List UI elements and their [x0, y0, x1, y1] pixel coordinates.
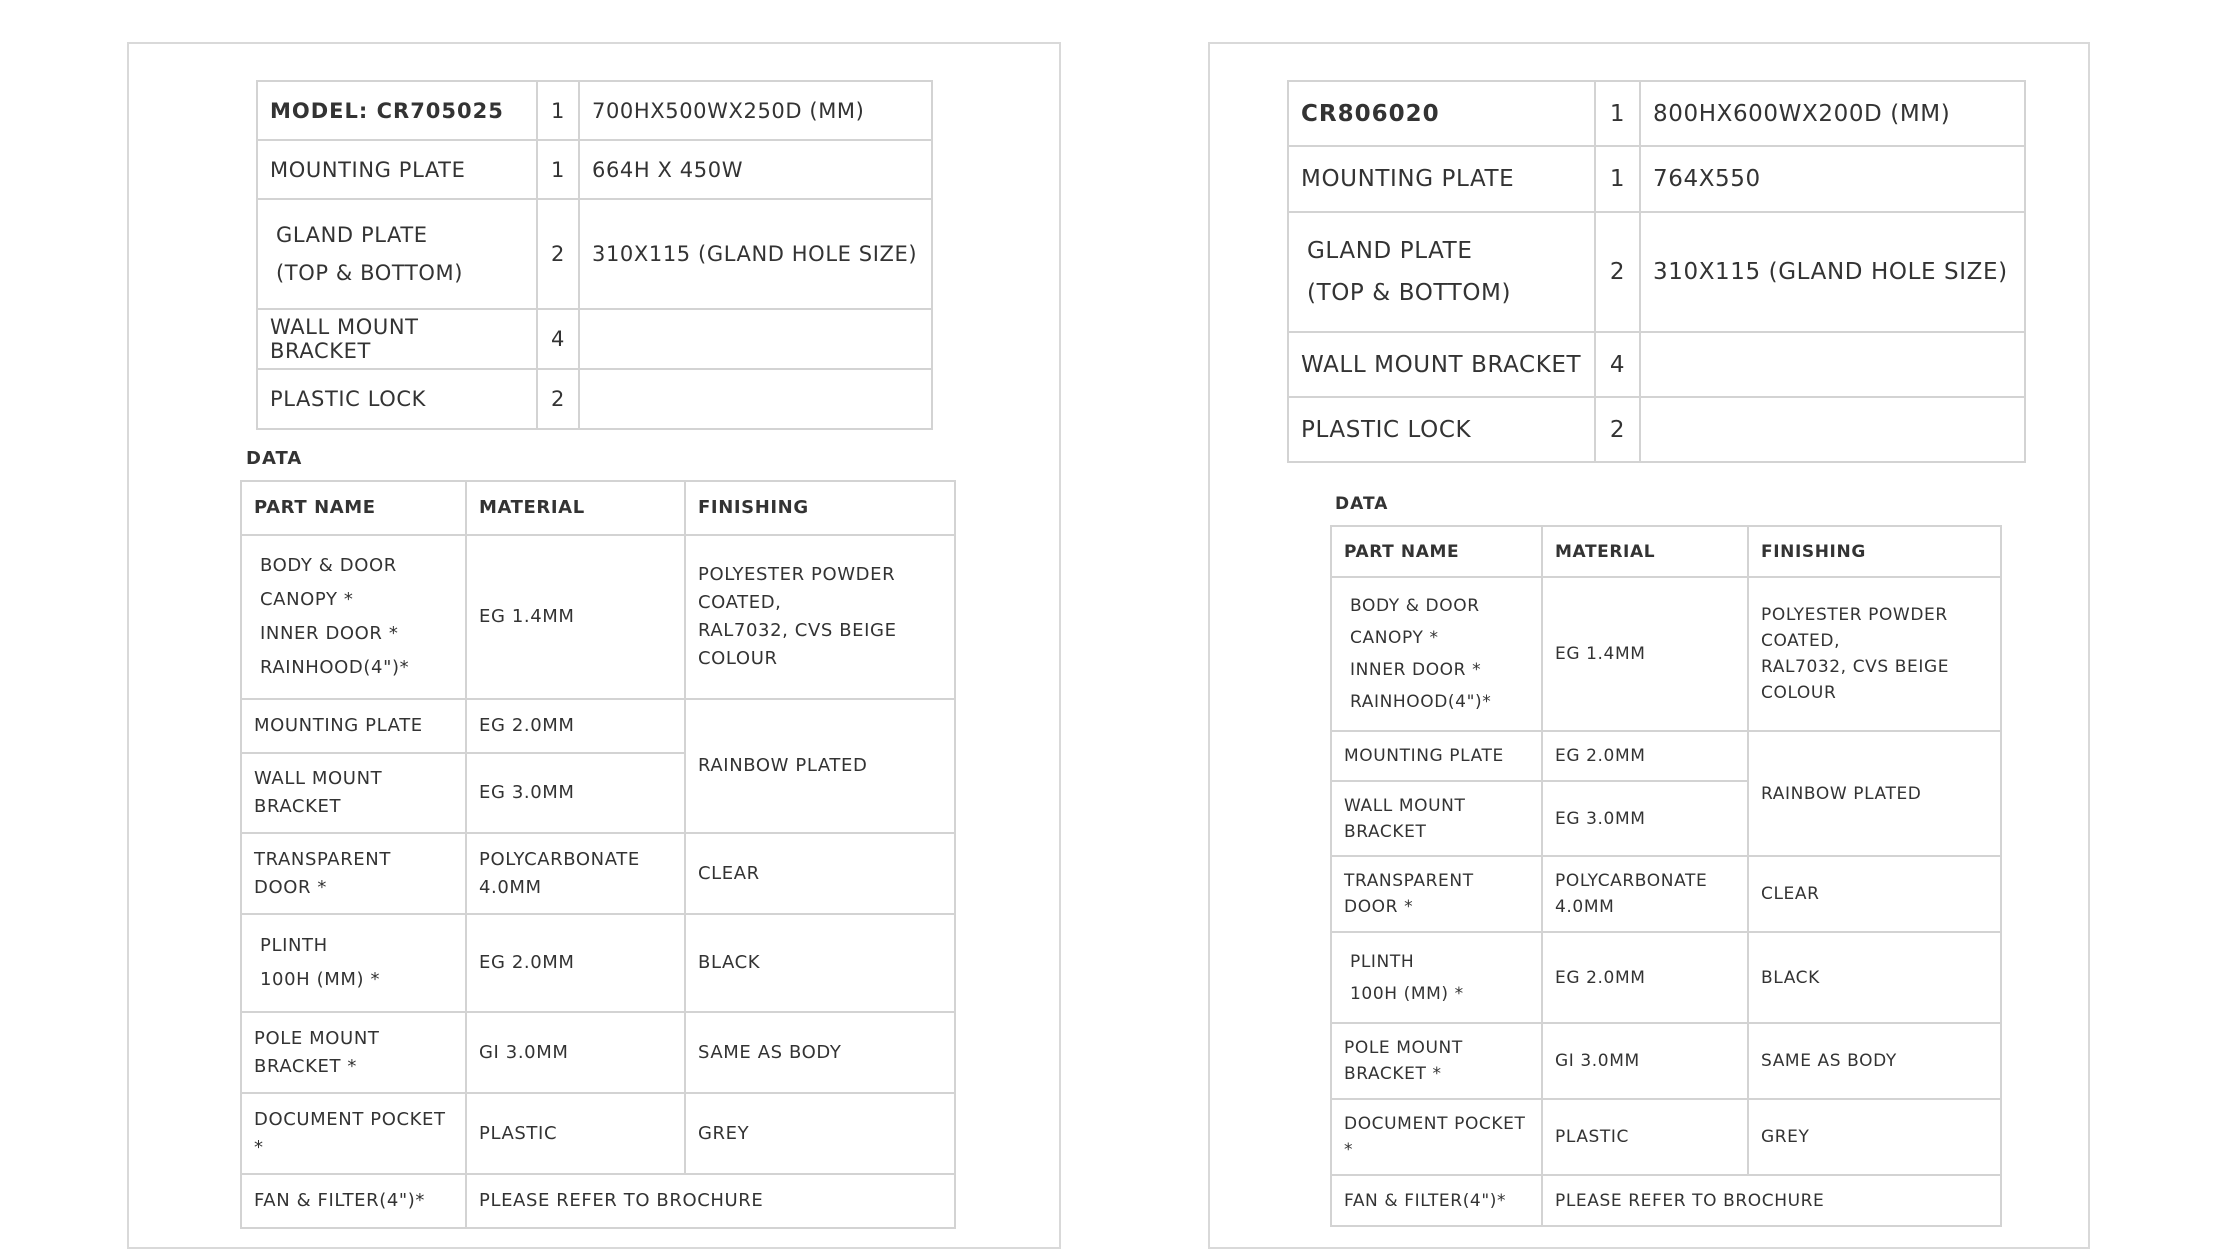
- spec-row: [1288, 146, 2025, 212]
- qty: 4: [1595, 332, 1640, 397]
- header-finishing: FINISHING: [1748, 526, 2001, 577]
- item-name: PLASTIC LOCK: [257, 369, 537, 429]
- model-name: CR806020: [1288, 81, 1595, 146]
- spec-row: [1288, 332, 2025, 397]
- table-row: [241, 1012, 955, 1093]
- item-name: PLASTIC LOCK: [1288, 397, 1595, 462]
- material: PLASTIC: [466, 1093, 685, 1174]
- spec-row: [257, 81, 932, 140]
- data-caption: DATA: [246, 448, 303, 469]
- qty: 4: [537, 309, 579, 369]
- part-name: MOUNTING PLATE: [1331, 731, 1542, 781]
- material: POLYCARBONATE 4.0MM: [1542, 856, 1748, 932]
- header-row: [1331, 526, 2001, 577]
- table-row: [1331, 1099, 2001, 1175]
- table-row: [241, 1174, 955, 1228]
- header-part-name: PART NAME: [241, 481, 466, 535]
- part-name: FAN & FILTER(4")*: [1331, 1175, 1542, 1226]
- spec-row: [257, 309, 932, 369]
- qty: 1: [1595, 146, 1640, 212]
- item-name: WALL MOUNT BRACKET: [1288, 332, 1595, 397]
- note: PLEASE REFER TO BROCHURE: [1542, 1175, 2001, 1226]
- material: POLYCARBONATE 4.0MM: [466, 833, 685, 914]
- material: GI 3.0MM: [466, 1012, 685, 1093]
- material: GI 3.0MM: [1542, 1023, 1748, 1099]
- header-finishing: FINISHING: [685, 481, 955, 535]
- part-name: BODY & DOOR CANOPY * INNER DOOR * RAINHOOD(4")*: [241, 535, 466, 699]
- header-material: MATERIAL: [466, 481, 685, 535]
- finishing: CLEAR: [1748, 856, 2001, 932]
- material: EG 2.0MM: [1542, 731, 1748, 781]
- item-name: GLAND PLATE (TOP & BOTTOM): [1288, 212, 1595, 332]
- part-name: MOUNTING PLATE: [241, 699, 466, 753]
- item-name: WALL MOUNT BRACKET: [257, 309, 537, 369]
- size: 664H X 450W: [579, 140, 932, 199]
- part-name: TRANSPARENT DOOR *: [1331, 856, 1542, 932]
- material: EG 1.4MM: [466, 535, 685, 699]
- table-row: [241, 1093, 955, 1174]
- spec-row: [257, 369, 932, 429]
- part-name: TRANSPARENT DOOR *: [241, 833, 466, 914]
- table-row: [1331, 932, 2001, 1023]
- data-caption: DATA: [1335, 494, 1389, 514]
- item-name: MOUNTING PLATE: [1288, 146, 1595, 212]
- header-material: MATERIAL: [1542, 526, 1748, 577]
- finishing: POLYESTER POWDER COATED, RAL7032, CVS BEIGE COLOUR: [1748, 577, 2001, 731]
- table-row: [241, 914, 955, 1012]
- size: [1640, 332, 2025, 397]
- part-name: PLINTH 100H (MM) *: [241, 914, 466, 1012]
- note: PLEASE REFER TO BROCHURE: [466, 1174, 955, 1228]
- table-row: [241, 699, 955, 753]
- size: [1640, 397, 2025, 462]
- part-name: FAN & FILTER(4")*: [241, 1174, 466, 1228]
- left-data-table: [240, 480, 956, 1229]
- finishing: BLACK: [1748, 932, 2001, 1023]
- finishing: BLACK: [685, 914, 955, 1012]
- header-part-name: PART NAME: [1331, 526, 1542, 577]
- finishing: GREY: [1748, 1099, 2001, 1175]
- qty: 2: [537, 199, 579, 309]
- spec-row: [1288, 81, 2025, 146]
- left-spec-table: [256, 80, 933, 430]
- right-spec-table: [1287, 80, 2026, 463]
- material: EG 1.4MM: [1542, 577, 1748, 731]
- part-name: DOCUMENT POCKET *: [1331, 1099, 1542, 1175]
- finishing: GREY: [685, 1093, 955, 1174]
- table-row: [1331, 1023, 2001, 1099]
- item-name: MOUNTING PLATE: [257, 140, 537, 199]
- size: [579, 309, 932, 369]
- table-row: [241, 833, 955, 914]
- part-name: DOCUMENT POCKET *: [241, 1093, 466, 1174]
- material: PLASTIC: [1542, 1099, 1748, 1175]
- spec-row: [1288, 397, 2025, 462]
- part-name: POLE MOUNT BRACKET *: [1331, 1023, 1542, 1099]
- size: 800HX600WX200D (MM): [1640, 81, 2025, 146]
- spec-row: [257, 140, 932, 199]
- part-name: WALL MOUNT BRACKET: [1331, 781, 1542, 856]
- material: EG 3.0MM: [466, 753, 685, 833]
- right-data-table: [1330, 525, 2002, 1227]
- part-name: POLE MOUNT BRACKET *: [241, 1012, 466, 1093]
- qty: 1: [537, 81, 579, 140]
- part-name: WALL MOUNT BRACKET: [241, 753, 466, 833]
- finishing: SAME AS BODY: [1748, 1023, 2001, 1099]
- qty: 2: [1595, 212, 1640, 332]
- qty: 1: [1595, 81, 1640, 146]
- finishing: RAINBOW PLATED: [1748, 731, 2001, 856]
- table-row: [1331, 856, 2001, 932]
- size: 764X550: [1640, 146, 2025, 212]
- header-row: [241, 481, 955, 535]
- size: [579, 369, 932, 429]
- qty: 2: [1595, 397, 1640, 462]
- table-row: [241, 535, 955, 699]
- material: EG 2.0MM: [1542, 932, 1748, 1023]
- size: 310X115 (GLAND HOLE SIZE): [579, 199, 932, 309]
- item-name: GLAND PLATE (TOP & BOTTOM): [257, 199, 537, 309]
- table-row: [1331, 1175, 2001, 1226]
- spec-row: [1288, 212, 2025, 332]
- qty: 2: [537, 369, 579, 429]
- finishing: CLEAR: [685, 833, 955, 914]
- size: 310X115 (GLAND HOLE SIZE): [1640, 212, 2025, 332]
- material: EG 3.0MM: [1542, 781, 1748, 856]
- part-name: PLINTH 100H (MM) *: [1331, 932, 1542, 1023]
- material: EG 2.0MM: [466, 699, 685, 753]
- table-row: [1331, 731, 2001, 781]
- model-name: MODEL: CR705025: [257, 81, 537, 140]
- finishing: RAINBOW PLATED: [685, 699, 955, 833]
- finishing: SAME AS BODY: [685, 1012, 955, 1093]
- finishing: POLYESTER POWDER COATED, RAL7032, CVS BEIGE COLOUR: [685, 535, 955, 699]
- size: 700HX500WX250D (MM): [579, 81, 932, 140]
- table-row: [1331, 577, 2001, 731]
- spec-row: [257, 199, 932, 309]
- qty: 1: [537, 140, 579, 199]
- material: EG 2.0MM: [466, 914, 685, 1012]
- part-name: BODY & DOOR CANOPY * INNER DOOR * RAINHOOD(4")*: [1331, 577, 1542, 731]
